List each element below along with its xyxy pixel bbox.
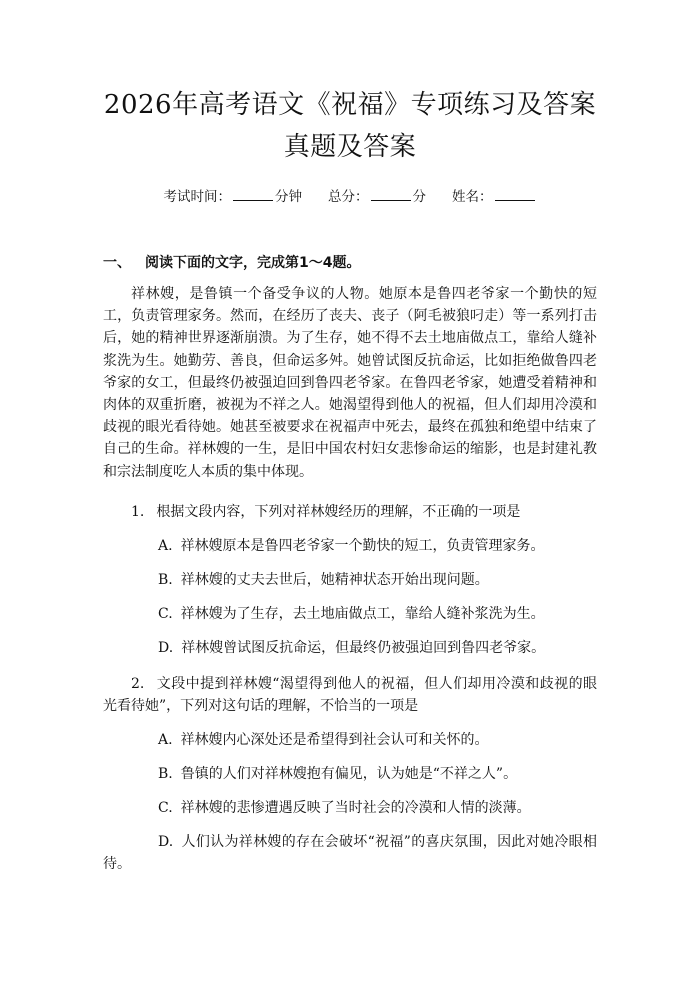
time-blank[interactable] xyxy=(233,186,273,201)
option-text: 祥林嫂的悲惨遭遇反映了当时社会的冷漠和人情的淡薄。 xyxy=(180,799,531,816)
option-2d[interactable] xyxy=(103,831,597,875)
option-2c[interactable] xyxy=(103,797,597,819)
page-title: 2026年高考语文《祝福》专项练习及答案真题及答案 xyxy=(103,90,597,162)
score-field xyxy=(328,186,426,207)
option-letter: A. xyxy=(158,731,173,748)
question-2 xyxy=(103,673,597,717)
option-letter: B. xyxy=(158,571,173,588)
exam-meta xyxy=(103,186,597,207)
time-unit: 分钟 xyxy=(275,189,302,205)
option-text: 祥林嫂为了生存，去土地庙做点工，靠给人缝补浆洗为生。 xyxy=(180,605,545,622)
option-letter: C. xyxy=(158,799,173,816)
name-blank[interactable] xyxy=(495,186,535,201)
question-stem: 文段中提到祥林嫂“渴望得到他人的祝福，但人们却用冷漠和歧视的眼光看待她”，下列对这句话的理解，不恰当的一项是 xyxy=(103,675,597,714)
section-number: 一、 xyxy=(103,255,131,271)
score-blank[interactable] xyxy=(371,186,411,201)
name-field xyxy=(452,186,537,207)
option-1b[interactable] xyxy=(103,569,597,591)
option-1c[interactable] xyxy=(103,603,597,625)
option-letter: C. xyxy=(158,605,173,622)
option-text: 祥林嫂原本是鲁四老爷家一个勤快的短工，负责管理家务。 xyxy=(180,537,545,554)
question-number: 2. xyxy=(131,675,145,692)
exam-page xyxy=(0,84,700,989)
option-text: 祥林嫂曾试图反抗命运，但最终仍被强迫回到鲁四老爷家。 xyxy=(181,639,546,656)
section-instruction: 阅读下面的文字，完成第1～4题。 xyxy=(145,255,361,271)
question-1 xyxy=(103,501,597,523)
option-text: 祥林嫂内心深处还是希望得到社会认可和关怀的。 xyxy=(180,731,489,748)
option-2a[interactable] xyxy=(103,729,597,751)
name-label: 姓名： xyxy=(452,189,493,205)
section-heading xyxy=(103,253,597,273)
reading-passage: 祥林嫂，是鲁镇一个备受争议的人物。她原本是鲁四老爷家一个勤快的短工，负责管理家务。然而，在经历了丧夫、丧子（阿毛被狼叼走）等一系列打击后，她的精神世界逐渐崩溃。为了生存，她不得不去土地庙做点工，靠给人缝补浆洗为生。她勤劳、善良，但命运多舛。她曾试图反抗命运，比如拒绝做鲁四老爷家的女工，但最终仍被强迫回到鲁四老爷家。在鲁四老爷家，她遭受着精神和肉体的双重折磨，被视为不祥之人。她渴望得到他人的祝福，但人们却用冷漠和歧视的眼光看待她。她甚至被要求在祝福声中死去，最终在孤独和绝望中结束了自己的生命。祥林嫂的一生，是旧中国农村妇女悲惨命运的缩影，也是封建礼教和宗法制度吃人本质的集中体现。 xyxy=(103,286,597,480)
score-label: 总分： xyxy=(328,189,369,205)
option-letter: A. xyxy=(158,537,173,554)
question-stem: 根据文段内容，下列对祥林嫂经历的理解，不正确的一项是 xyxy=(156,503,521,520)
option-text: 祥林嫂的丈夫去世后，她精神状态开始出现问题。 xyxy=(180,571,489,588)
option-text: 鲁镇的人们对祥林嫂抱有偏见，认为她是“不祥之人”。 xyxy=(180,765,518,782)
option-1a[interactable] xyxy=(103,535,597,557)
time-field xyxy=(164,186,303,207)
option-letter: D. xyxy=(158,639,174,656)
option-2b[interactable] xyxy=(103,763,597,785)
option-text: 人们认为祥林嫂的存在会破坏“祝福”的喜庆氛围，因此对她冷眼相待。 xyxy=(103,833,597,872)
option-letter: D. xyxy=(158,833,174,850)
question-number: 1. xyxy=(131,503,145,520)
option-letter: B. xyxy=(158,765,173,782)
time-label: 考试时间： xyxy=(163,189,231,205)
option-1d[interactable] xyxy=(103,637,597,659)
score-unit: 分 xyxy=(412,189,426,205)
